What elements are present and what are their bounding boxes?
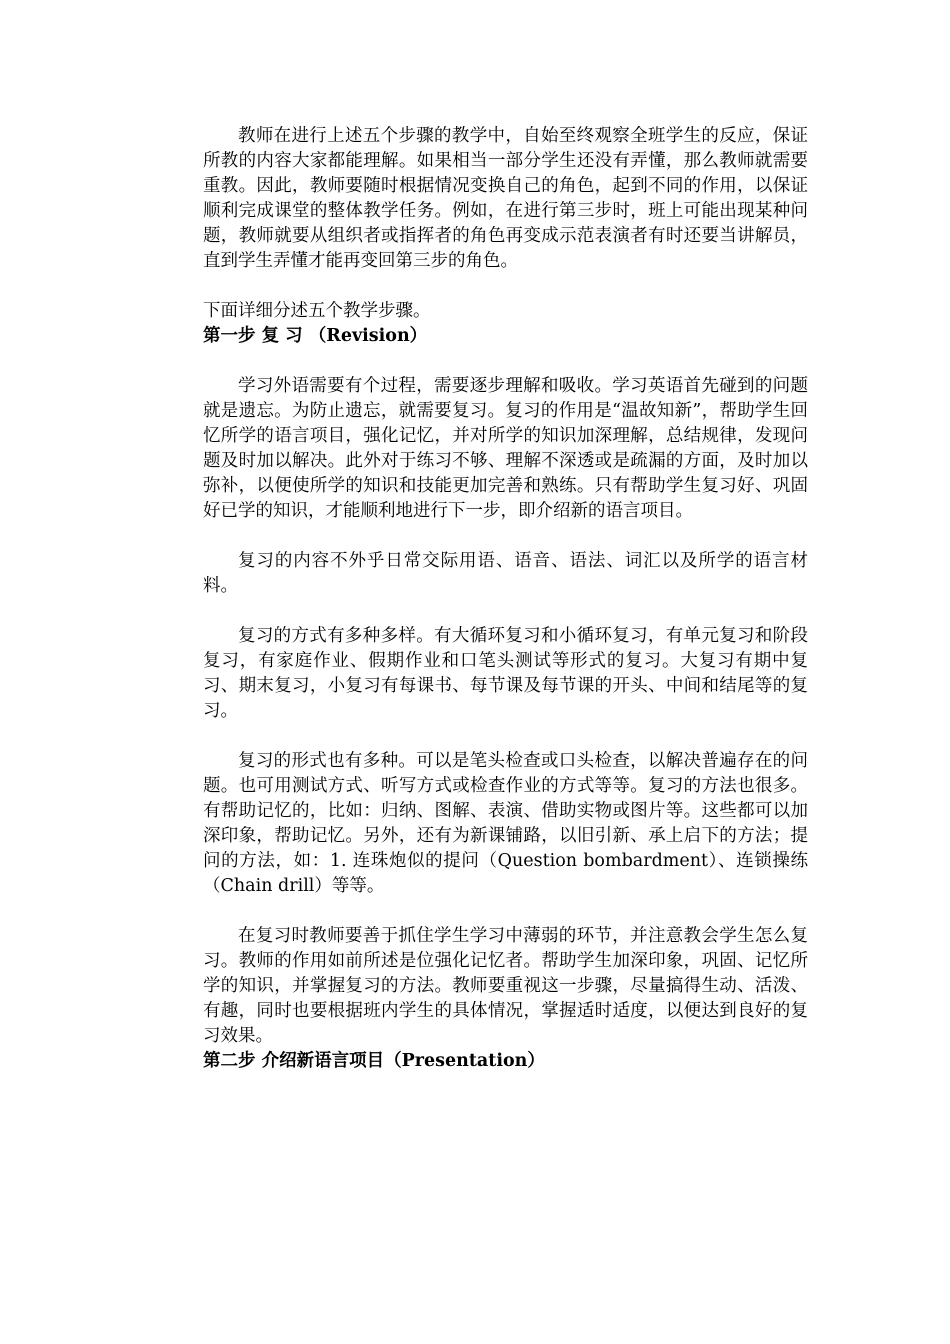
section-heading-presentation: 第二步 介绍新语言项目（Presentation）: [203, 1051, 545, 1071]
section-heading-revision: 第一步 复 习 （Revision）: [203, 326, 428, 346]
revision-paragraph-purpose: 学习外语需要有个过程，需要逐步理解和吸收。学习英语首先碰到的问题就是遗忘。为防止遗忘，就需要复习。复习的作用是“温故知新”，帮助学生回忆所学的语言项目，强化记忆，并对所学的知识加深理解，总结规律，发现问题及时加以解决。此外对于练习不够、理解不深透或是疏漏的方面，及时加以弥补，以便使所学的知识和技能更加完善和熟练。只有帮助学生复习好、巩固好已学的知识，才能顺利地进行下一步，即介绍新的语言项目。: [203, 376, 808, 521]
document-body: [203, 124, 808, 1074]
revision-paragraph-teacher-role: 在复习时教师要善于抓住学生学习中薄弱的环节，并注意教会学生怎么复习。教师的作用如前所述是位强化记忆者。帮助学生加深印象，巩固、记忆所学的知识，并掌握复习的方法。教师要重视这一步骤，尽量搞得生动、活泼、有趣，同时也要根据班内学生的具体情况，掌握适时适度，以便达到良好的复习效果。: [203, 926, 808, 1046]
revision-paragraph-ways: 复习的方式有多种多样。有大循环复习和小循环复习，有单元复习和阶段复习，有家庭作业、假期作业和口笔头测试等形式的复习。大复习有期中复习、期末复习，小复习有每课书、每节课及每节课的开头、中间和结尾等的复习。: [203, 626, 808, 721]
revision-paragraph-forms: 复习的形式也有多种。可以是笔头检查或口头检查，以解决普遍存在的问题。也可用测试方式、听写方式或检查作业的方式等等。复习的方法也很多。有帮助记忆的，比如：归纳、图解、表演、借助实物或图片等。这些都可以加深印象，帮助记忆。另外，还有为新课铺路，以旧引新、承上启下的方法；提问的方法，如：1. 连珠炮似的提问（Question bombardment）、连锁操练（Chain drill）等等。: [203, 751, 808, 896]
overview-sentence: 下面详细分述五个教学步骤。: [203, 301, 431, 321]
revision-paragraph-content: 复习的内容不外乎日常交际用语、语音、语法、词汇以及所学的语言材料。: [203, 551, 808, 596]
intro-paragraph: 教师在进行上述五个步骤的教学中，自始至终观察全班学生的反应，保证所教的内容大家都能理解。如果相当一部分学生还没有弄懂，那么教师就需要重教。因此，教师要随时根据情况变换自己的角色，起到不同的作用，以保证顺利完成课堂的整体教学任务。例如，在进行第三步时，班上可能出现某种问题，教师就要从组织者或指挥者的角色再变成示范表演者有时还要当讲解员，直到学生弄懂才能再变回第三步的角色。: [203, 126, 808, 271]
